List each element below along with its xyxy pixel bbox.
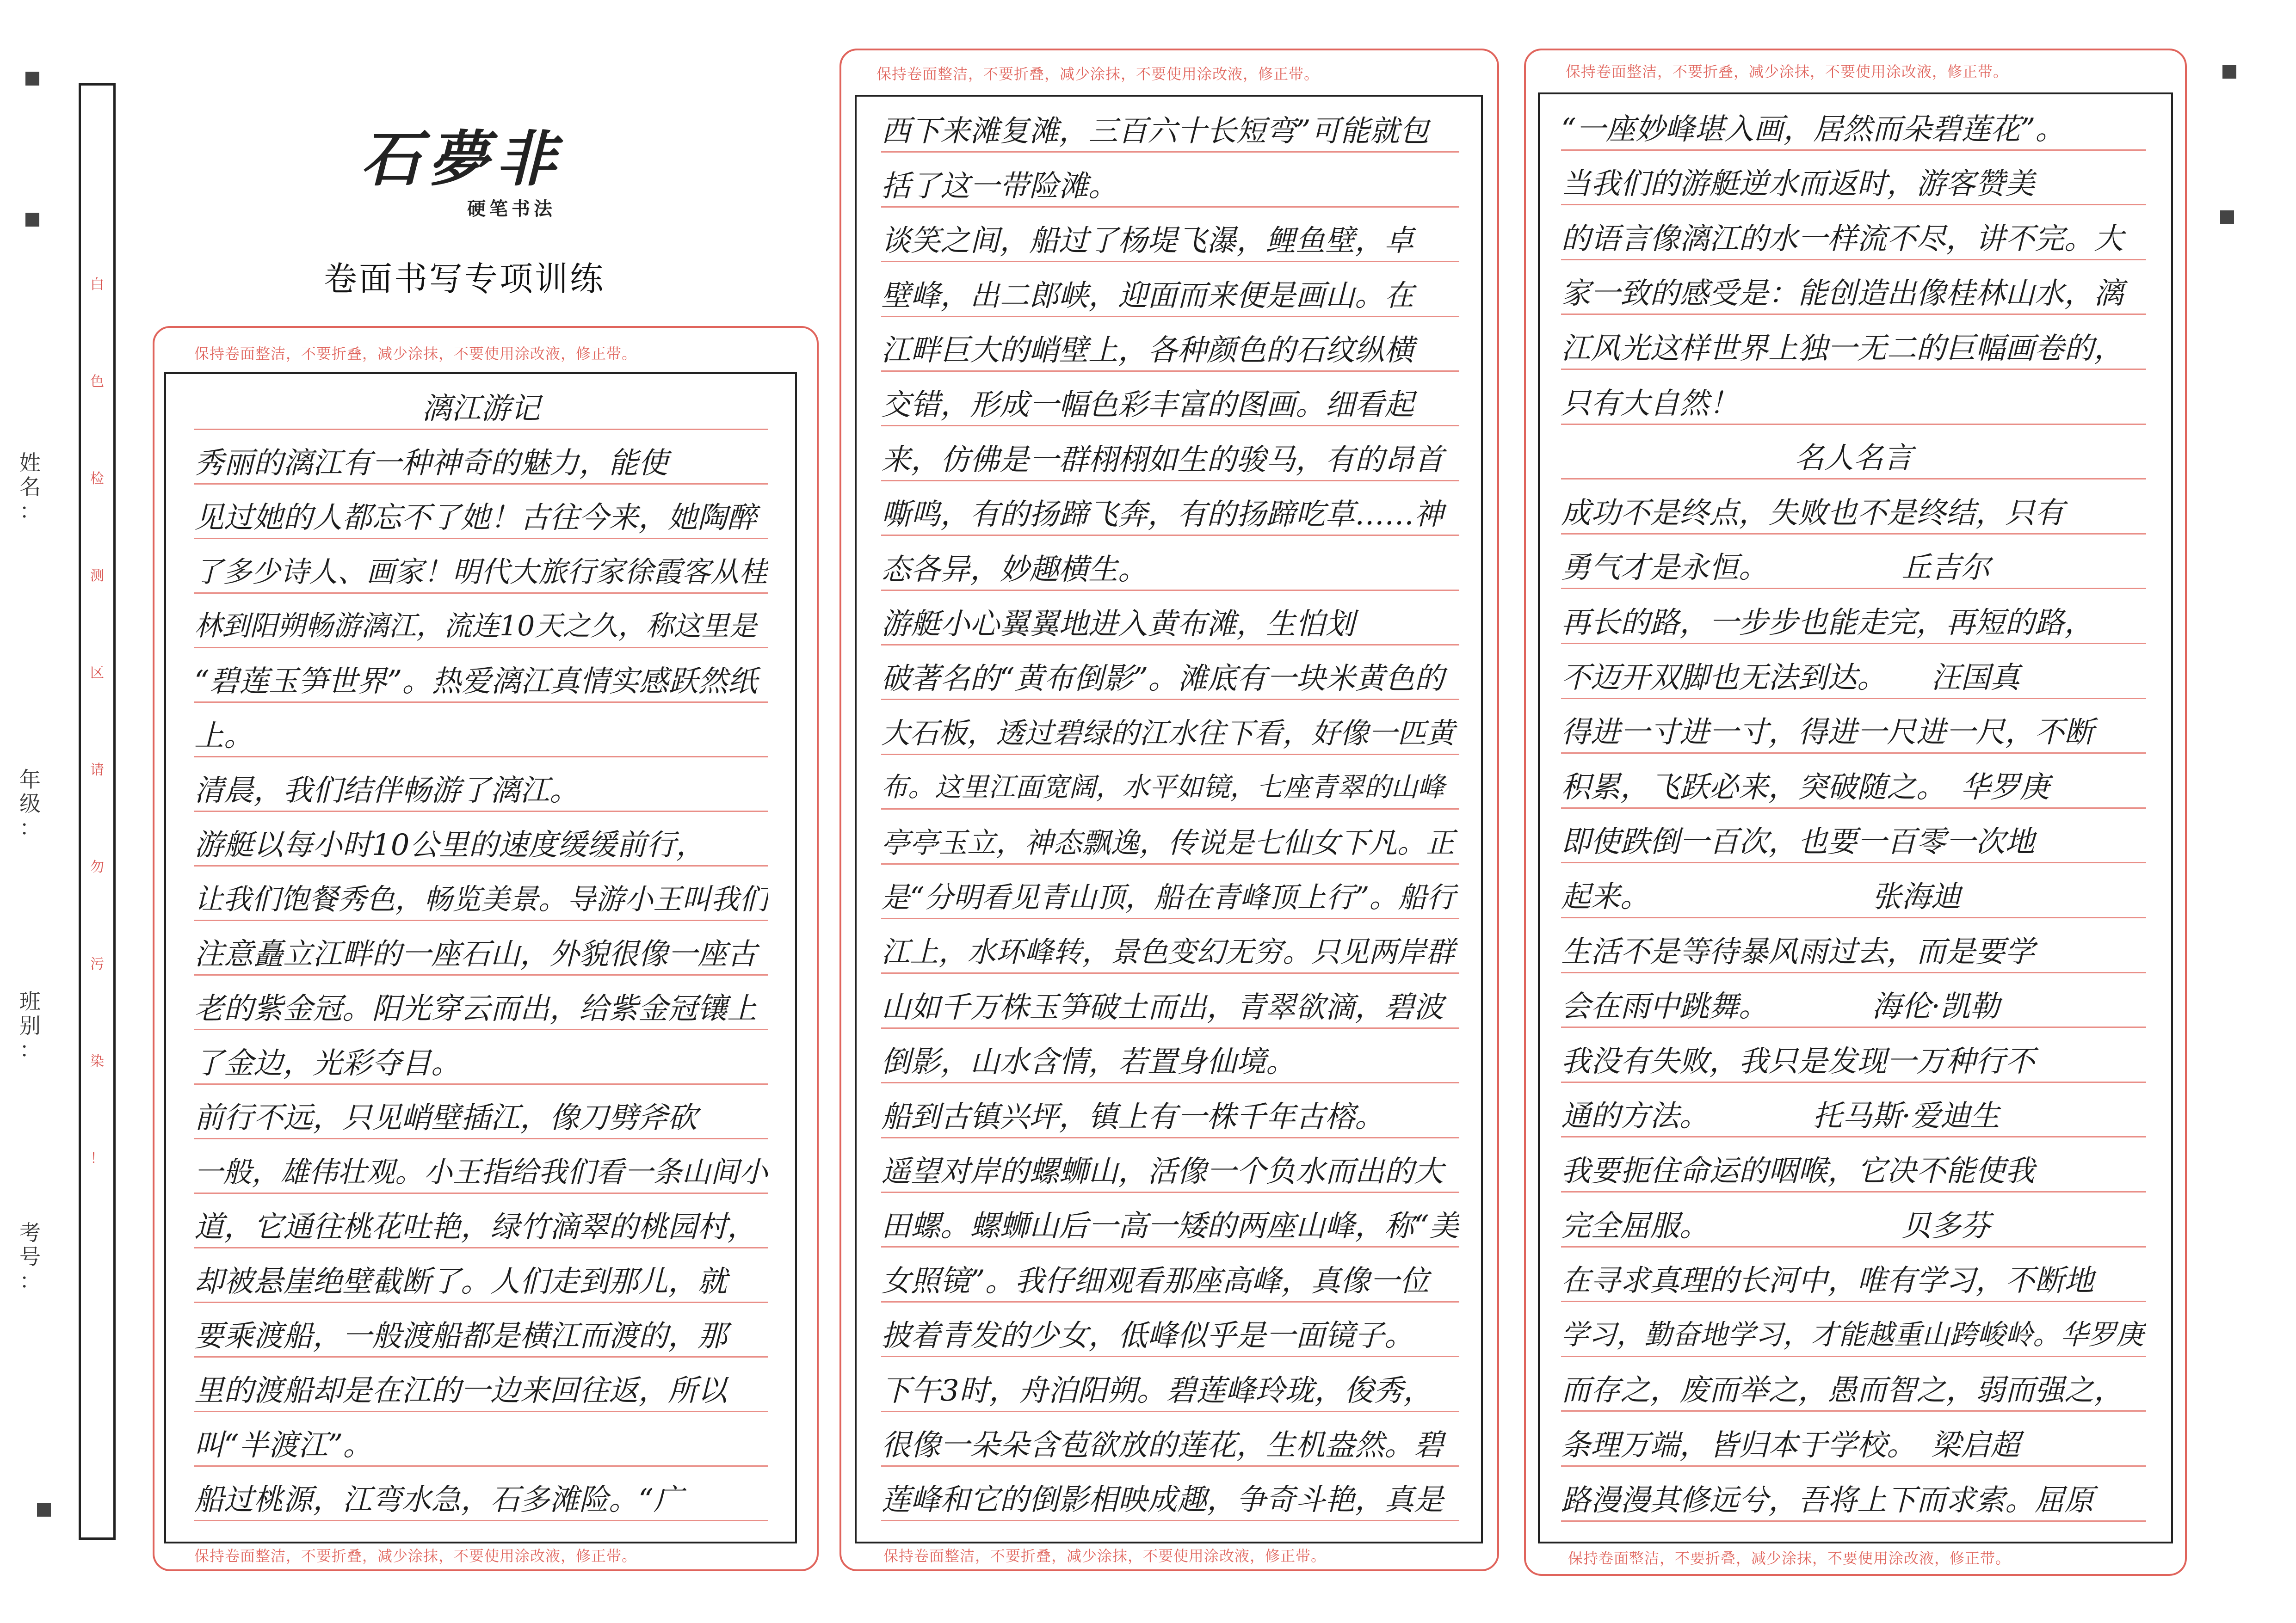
- detection-strip-char: 区: [90, 665, 104, 681]
- handwritten-line: 清晨，我们结伴畅游了漓江。: [194, 766, 768, 812]
- handwritten-line: 要乘渡船，一般渡船都是横江而渡的，那: [194, 1311, 768, 1358]
- handwritten-line: 林到阳朔畅游漓江，流连10天之久，称这里是: [194, 602, 768, 648]
- handwritten-line: 田螺。螺蛳山后一高一矮的两座山峰，称“美: [881, 1201, 1459, 1248]
- notice-top-3: 保持卷面整洁，不要折叠，减少涂抹，不要使用涂改液，修正带。: [1566, 63, 2009, 80]
- handwritten-line: 谈笑之间，船过了杨堤飞瀑，鲤鱼壁，卓: [881, 216, 1459, 262]
- handwritten-line: 前行不远，只见峭壁插江，像刀劈斧砍: [194, 1093, 768, 1139]
- registration-mark: [2220, 210, 2234, 224]
- handwritten-line: 却被悬崖绝壁截断了。人们走到那儿，就: [194, 1257, 768, 1303]
- handwritten-line: 再长的路，一步步也能走完，再短的路，: [1561, 597, 2146, 644]
- handwritten-line: 上。: [194, 711, 768, 757]
- handwritten-line: 通的方法。 托马斯·爱迪生: [1561, 1091, 2146, 1138]
- handwritten-line: 披着青发的少女，低峰似乎是一面镜子。: [881, 1311, 1459, 1357]
- detection-strip-char: 色: [90, 374, 104, 390]
- handwritten-line: 在寻求真理的长河中，唯有学习，不断地: [1561, 1256, 2146, 1303]
- handwritten-line: 是“分明看见青山顶，船在青峰顶上行”。船行: [881, 873, 1459, 919]
- handwritten-line: 了多少诗人、画家！明代大旅行家徐霞客从桂: [194, 547, 768, 594]
- detection-strip-char: 勿: [90, 859, 104, 875]
- handwritten-line: 西下来滩复滩，三百六十长短弯”可能就包: [881, 106, 1459, 153]
- registration-mark: [2222, 65, 2236, 79]
- detection-strip-char: 请: [90, 762, 104, 778]
- handwritten-line: 莲峰和它的倒影相映成趣，争奇斗艳，真是: [881, 1475, 1459, 1521]
- handwritten-line: 即使跌倒一百次，也要一百零一次地: [1561, 817, 2146, 864]
- handwritten-line: 下午3时，舟泊阳朔。碧莲峰玲珑，俊秀，: [881, 1365, 1459, 1412]
- notice-bottom-3: 保持卷面整洁，不要折叠，减少涂抹，不要使用涂改液，修正带。: [1568, 1549, 2011, 1567]
- handwritten-line: 完全屈服。 贝多芬: [1561, 1201, 2146, 1248]
- handwritten-line: 括了这一带险滩。: [881, 161, 1459, 207]
- detection-strip-char: ！: [90, 1150, 104, 1167]
- handwritten-line: 遥望对岸的螺蛳山，活像一个负水而出的大: [881, 1147, 1459, 1193]
- handwritten-line: “一座妙峰堪入画，居然而朵碧莲花”。: [1561, 104, 2146, 151]
- notice-top-2: 保持卷面整洁，不要折叠，减少涂抹，不要使用涂改液，修正带。: [876, 65, 1320, 83]
- handwritten-line: 我要扼住命运的咽喉，它决不能使我: [1561, 1146, 2146, 1193]
- handwritten-line: 大石板，透过碧绿的江水往下看，好像一匹黄: [881, 708, 1459, 755]
- notice-top-1: 保持卷面整洁，不要折叠，减少涂抹，不要使用涂改液，修正带。: [194, 345, 637, 363]
- handwritten-line: 倒影，山水含情，若置身仙境。: [881, 1037, 1459, 1083]
- handwritten-line: 条理万端，皆归本于学校。 梁启超: [1561, 1420, 2146, 1467]
- handwritten-line: 破著名的“黄布倒影”。滩底有一块米黄色的: [881, 654, 1459, 700]
- handwritten-line: 布。这里江面宽阔，水平如镜，七座青翠的山峰: [881, 763, 1459, 810]
- handwritten-line: 很像一朵朵含苞欲放的莲花，生机盎然。碧: [881, 1420, 1459, 1467]
- handwritten-line: 老的紫金冠。阳光穿云而出，给紫金冠镶上: [194, 984, 768, 1030]
- handwritten-line: 游艇小心翼翼地进入黄布滩，生怕划: [881, 599, 1459, 646]
- handwritten-line: 游艇以每小时10公里的速度缓缓前行，: [194, 820, 768, 867]
- handwritten-line: 态各异，妙趣横生。: [881, 544, 1459, 590]
- handwritten-line: 壁峰，出二郎峡，迎面而来便是画山。在: [881, 270, 1459, 317]
- name-label: 姓 名 ：: [19, 450, 41, 523]
- handwritten-line: 来，仿佛是一群栩栩如生的骏马，有的昂首: [881, 435, 1459, 481]
- handwritten-line: 漓江游记: [194, 384, 768, 430]
- handwritten-line: 成功不是终点，失败也不是终结，只有: [1561, 488, 2146, 535]
- handwritten-line: 女照镜”。我仔细观看那座高峰，真像一位: [881, 1256, 1459, 1302]
- brand-logo: 石夢非: [361, 123, 564, 194]
- registration-mark: [37, 1503, 51, 1517]
- handwritten-line: 起来。 张海迪: [1561, 872, 2146, 918]
- handwritten-line: 积累，飞跃必来，突破随之。 华罗庚: [1561, 762, 2146, 809]
- handwritten-line: 的语言像漓江的水一样流不尽，讲不完。大: [1561, 214, 2146, 260]
- detection-strip-char: 染: [90, 1053, 104, 1070]
- handwritten-line: 交错，形成一幅色彩丰富的图画。细看起: [881, 380, 1459, 426]
- brand-subtitle: 硬笔书法: [467, 198, 556, 220]
- handwritten-line: 亭亭玉立，神态飘逸，传说是七仙女下凡。正: [881, 818, 1459, 864]
- handwritten-line: 不迈开双脚也无法到达。 汪国真: [1561, 652, 2146, 699]
- handwritten-line: 秀丽的漓江有一种神奇的魅力，能使: [194, 438, 768, 485]
- handwritten-line: 学习，勤奋地学习，才能越重山跨峻岭。华罗庚: [1561, 1310, 2146, 1357]
- detection-strip: [79, 83, 116, 1540]
- detection-strip-char: 测: [90, 568, 104, 584]
- handwritten-line: 生活不是等待暴风雨过去，而是要学: [1561, 927, 2146, 973]
- handwritten-line: 道，它通往桃花吐艳，绿竹滴翠的桃园村，: [194, 1202, 768, 1248]
- handwritten-line: 里的渡船却是在江的一边来回往返，所以: [194, 1366, 768, 1412]
- handwritten-line: “碧莲玉笋世界”。热爱漓江真情实感跃然纸: [194, 657, 768, 703]
- handwritten-line: 见过她的人都忘不了她！古往今来，她陶醉: [194, 493, 768, 539]
- handwritten-line: 江上，水环峰转，景色变幻无穷。只见两岸群: [881, 928, 1459, 974]
- handwritten-line: 山如千万株玉笋破土而出，青翠欲滴，碧波: [881, 982, 1459, 1028]
- handwritten-line: 勇气才是永恒。 丘吉尔: [1561, 543, 2146, 590]
- page-title: 卷面书写专项训练: [324, 259, 605, 298]
- registration-mark: [25, 72, 39, 86]
- detection-strip-char: 白: [90, 277, 104, 293]
- handwritten-line: 江畔巨大的峭壁上，各种颜色的石纹纵横: [881, 326, 1459, 372]
- handwritten-line: 注意矗立江畔的一座石山，外貌很像一座古: [194, 929, 768, 976]
- handwritten-line: 家一致的感受是：能创造出像桂林山水，漓: [1561, 269, 2146, 315]
- grade-label: 年 级 ：: [19, 767, 41, 840]
- handwritten-line: 江风光这样世界上独一无二的巨幅画卷的，: [1561, 323, 2146, 370]
- handwritten-line: 路漫漫其修远兮，吾将上下而求索。屈原: [1561, 1475, 2146, 1522]
- handwritten-line: 得进一寸进一寸，得进一尺进一尺，不断: [1561, 707, 2146, 754]
- handwritten-line: 了金边，光彩夺目。: [194, 1039, 768, 1085]
- detection-strip-char: 检: [90, 471, 104, 487]
- handwritten-line: 让我们饱餐秀色，畅览美景。导游小王叫我们: [194, 875, 768, 921]
- handwritten-line: 当我们的游艇逆水而返时，游客赞美: [1561, 159, 2146, 206]
- notice-bottom-1: 保持卷面整洁，不要折叠，减少涂抹，不要使用涂改液，修正带。: [194, 1547, 637, 1565]
- handwritten-line: 船过桃源，江弯水急，石多滩险。“广: [194, 1475, 768, 1521]
- class-label: 班 别 ：: [19, 989, 41, 1062]
- handwritten-line: 名人名言: [1561, 433, 2146, 480]
- handwritten-line: 一般，雄伟壮观。小王指给我们看一条山间小: [194, 1148, 768, 1194]
- notice-bottom-2: 保持卷面整洁，不要折叠，减少涂抹，不要使用涂改液，修正带。: [883, 1547, 1327, 1565]
- handwritten-line: 会在雨中跳舞。 海伦·凯勒: [1561, 982, 2146, 1028]
- handwritten-line: 我没有失败，我只是发现一万种行不: [1561, 1036, 2146, 1083]
- exam-number-label: 考 号 ：: [19, 1220, 41, 1293]
- detection-strip-char: 污: [90, 956, 104, 972]
- handwritten-line: 叫“半渡江”。: [194, 1420, 768, 1467]
- handwritten-line: 船到古镇兴坪，镇上有一株千年古榕。: [881, 1092, 1459, 1138]
- handwritten-line: 嘶鸣，有的扬蹄飞奔，有的扬蹄吃草……神: [881, 490, 1459, 536]
- handwritten-line: 只有大自然！: [1561, 378, 2146, 425]
- registration-mark: [25, 213, 39, 227]
- handwritten-line: 而存之，废而举之，愚而智之，弱而强之，: [1561, 1365, 2146, 1412]
